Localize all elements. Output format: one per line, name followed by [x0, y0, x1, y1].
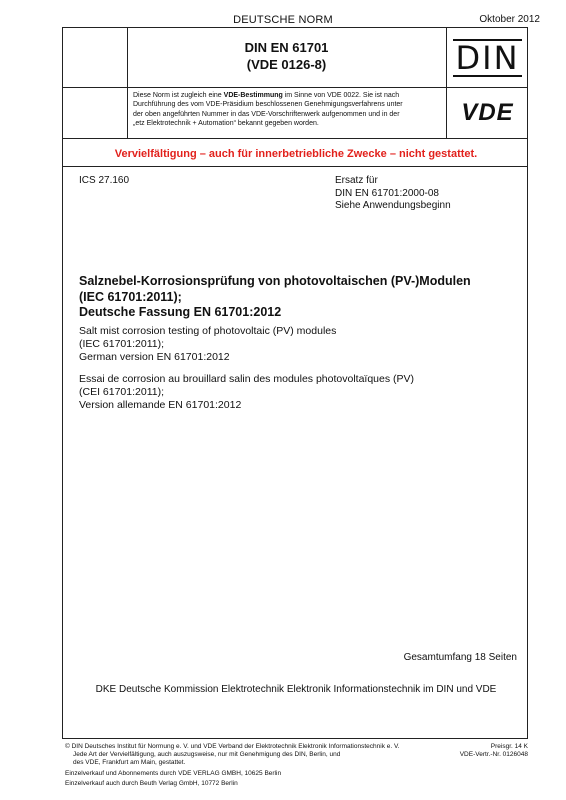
title-english	[79, 325, 519, 364]
vde-logo-text: VDE	[461, 98, 514, 126]
title-french	[79, 373, 519, 412]
vde-note-line2: Durchführung des vom VDE-Präsidium beschlossenen Genehmigungsverfahrens unter	[133, 101, 403, 109]
document-category: DEUTSCHE NORM	[233, 14, 333, 26]
title-german-line2: (IEC 61701:2011);	[79, 289, 182, 304]
title-english-line3: German version EN 61701:2012	[79, 351, 230, 363]
vde-note-prefix: Diese Norm ist zugleich eine	[133, 92, 224, 99]
norm-cover-frame	[62, 27, 528, 739]
copyright-line2: Jede Art der Vervielfältigung, auch auszugsweise, nur mit Genehmigung des DIN, Berlin, und	[73, 751, 341, 759]
din-logo-text: DIN	[455, 38, 520, 77]
din-logo	[446, 28, 529, 87]
total-pages: Gesamtumfang 18 Seiten	[403, 652, 517, 663]
dke-committee: DKE Deutsche Kommission Elektrotechnik Elektronik Informationstechnik im DIN und VDE	[95, 684, 497, 695]
rule-below-notice	[63, 166, 527, 167]
vde-note-line3: der oben angeführten Nummer in das VDE-Vorschriftenwerk aufgenommen und in der	[133, 110, 400, 118]
title-french-line2: (CEI 61701:2011);	[79, 386, 165, 398]
price-info	[460, 743, 528, 759]
replacement-info	[335, 175, 451, 213]
sales-info	[65, 770, 281, 788]
title-french-line1: Essai de corrosion au brouillard salin des modules photovoltaïques (PV)	[79, 373, 415, 385]
replacement-line3: Siehe Anwendungsbeginn	[335, 200, 451, 211]
standard-number: DIN EN 61701	[244, 40, 329, 55]
vde-note-line1: im Sinne von VDE 0022. Sie ist nach	[282, 92, 400, 99]
title-english-line2: (IEC 61701:2011);	[79, 338, 165, 350]
replacement-line1: Ersatz für	[335, 175, 378, 186]
copyright-notice	[65, 743, 465, 768]
standard-title	[127, 39, 446, 73]
vde-regulation-note	[133, 91, 443, 128]
title-german	[79, 274, 519, 321]
price-group: Preisgr. 14 K	[490, 743, 528, 750]
vde-order-number: VDE-Vertr.-Nr. 0126048	[459, 751, 528, 759]
sales-line2: Einzelverkauf auch durch Beuth Verlag GmbH, 10772 Berlin	[65, 780, 238, 788]
vde-classification: (VDE 0126-8)	[246, 57, 327, 72]
copyright-line3: des VDE, Frankfurt am Main, gestattet.	[73, 759, 186, 767]
sales-line1: Einzelverkauf und Abonnements durch VDE VERLAG GMBH, 10625 Berlin	[65, 770, 282, 777]
publication-date: Oktober 2012	[479, 14, 540, 25]
reproduction-notice: Vervielfältigung – auch für innerbetriebliche Zwecke – nicht gestattet.	[114, 148, 478, 160]
rule-below-vde-note	[63, 138, 527, 139]
copyright-line1: © DIN Deutsches Institut für Normung e. V. und VDE Verband der Elektrotechnik Elektronik Informationstechnik e. V.	[65, 743, 400, 750]
vde-note-line4: „etz Elektrotechnik + Automation“ bekannt gegeben worden.	[133, 119, 319, 127]
vde-logo	[446, 87, 529, 138]
ics-code: ICS 27.160	[79, 175, 130, 186]
title-english-line1: Salt mist corrosion testing of photovoltaic (PV) modules	[79, 325, 337, 337]
title-german-line3: Deutsche Fassung EN 61701:2012	[79, 305, 282, 319]
replacement-line2: DIN EN 61701:2000-08	[335, 187, 439, 199]
title-french-line3: Version allemande EN 61701:2012	[79, 399, 242, 411]
title-german-line1: Salznebel-Korrosionsprüfung von photovoltaischen (PV-)Modulen	[79, 274, 471, 288]
vde-note-bold: VDE-Bestimmung	[223, 92, 283, 99]
